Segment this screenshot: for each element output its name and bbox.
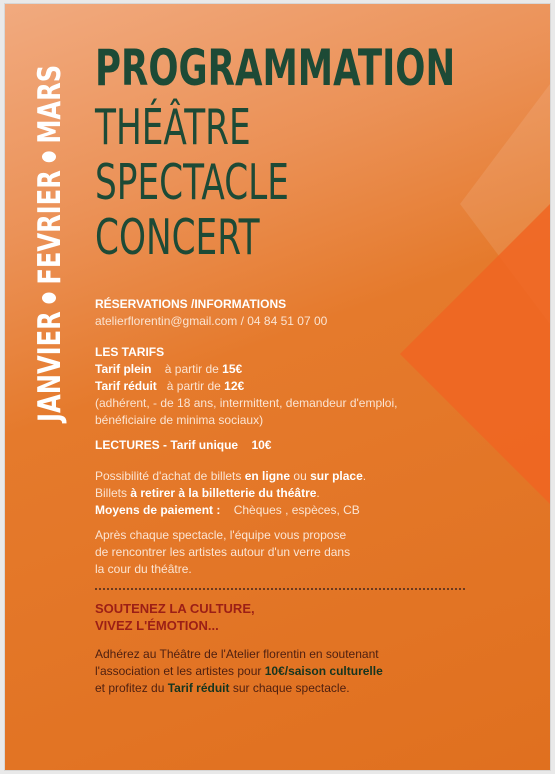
lectures-row <box>95 437 495 454</box>
tarif-plein-label: Tarif plein <box>95 362 152 376</box>
months-vertical <box>30 65 70 422</box>
month-march: MARS <box>32 64 68 144</box>
support-heading-1: SOUTENEZ LA CULTURE, <box>95 601 255 616</box>
flyer-page <box>4 3 551 771</box>
billets-line-1 <box>95 468 495 485</box>
tarifs-section <box>95 344 495 429</box>
tarif-reduit-label: Tarif réduit <box>95 379 157 393</box>
info-content <box>95 296 495 578</box>
billets-line-2 <box>95 485 495 502</box>
tarif-reduit-row <box>95 378 495 395</box>
tarif-plein-row <box>95 361 495 378</box>
after-show-line: de rencontrer les artistes autour d'un verre dans <box>95 545 351 559</box>
support-body-3 <box>95 680 495 697</box>
tarifs-heading: LES TARIFS <box>95 345 165 359</box>
support-body-1: Adhérez au Théâtre de l'Atelier florentin en soutenant <box>95 647 379 661</box>
dotted-divider <box>95 588 465 590</box>
tarif-reduit-price: 12€ <box>224 379 245 393</box>
reservations-heading: RÉSERVATIONS /INFORMATIONS <box>95 297 287 311</box>
tarif-plein-price: 15€ <box>222 362 243 376</box>
lectures-price: 10€ <box>251 438 272 452</box>
after-show-line: Après chaque spectacle, l'équipe vous propose <box>95 528 347 542</box>
title-line-theatre: THÉÂTRE <box>95 99 251 156</box>
tarif-conditions-1: (adhérent, - de 18 ans, intermittent, demandeur d'emploi, <box>95 396 398 410</box>
support-section <box>95 600 495 697</box>
paiement-row <box>95 502 495 519</box>
support-tarif-reduit: Tarif réduit <box>167 681 230 695</box>
billets-text: Billets <box>95 486 131 500</box>
billets-text: . <box>362 469 367 483</box>
title-line-spectacle: SPECTACLE <box>95 154 289 211</box>
paiement-label: Moyens de paiement : <box>95 503 221 517</box>
billets-text: Possibilité d'achat de billets <box>95 469 245 483</box>
support-text: sur chaque spectacle. <box>229 681 350 695</box>
after-show-line: la cour du théâtre. <box>95 562 192 576</box>
title-line-concert: CONCERT <box>95 209 260 266</box>
billets-text: . <box>316 486 320 500</box>
reservations-contact: atelierflorentin@gmail.com / 04 84 51 07 00 <box>95 314 328 328</box>
paiement-value: Chèques , espèces, CB <box>233 503 360 517</box>
support-price: 10€/saison culturelle <box>264 664 383 678</box>
bullet-dot <box>42 151 56 162</box>
month-february: FEVRIER <box>32 170 68 285</box>
lectures-label: LECTURES - Tarif unique <box>95 438 239 452</box>
after-show-section <box>95 527 495 578</box>
billets-text: ou <box>290 469 311 483</box>
title-categories <box>95 100 289 265</box>
month-january: JANVIER <box>32 311 68 422</box>
billets-en-ligne: en ligne <box>244 469 291 483</box>
bullet-dot <box>42 292 56 303</box>
tarif-conditions-2: bénéficiaire de minima sociaux) <box>95 413 264 427</box>
support-text: l'association et les artistes pour <box>95 664 265 678</box>
tarif-plein-prefix: à partir de <box>164 362 219 376</box>
support-body-2 <box>95 663 495 680</box>
title-programmation: PROGRAMMATION <box>95 39 456 97</box>
billets-section <box>95 468 495 519</box>
support-heading-2: VIVEZ L'ÉMOTION... <box>95 618 219 633</box>
support-text: et profitez du <box>95 681 168 695</box>
support-body <box>95 646 495 697</box>
billets-retirer: à retirer à la billetterie du théâtre <box>130 486 317 500</box>
tarif-reduit-prefix: à partir de <box>166 379 221 393</box>
billets-sur-place: sur place <box>310 469 363 483</box>
